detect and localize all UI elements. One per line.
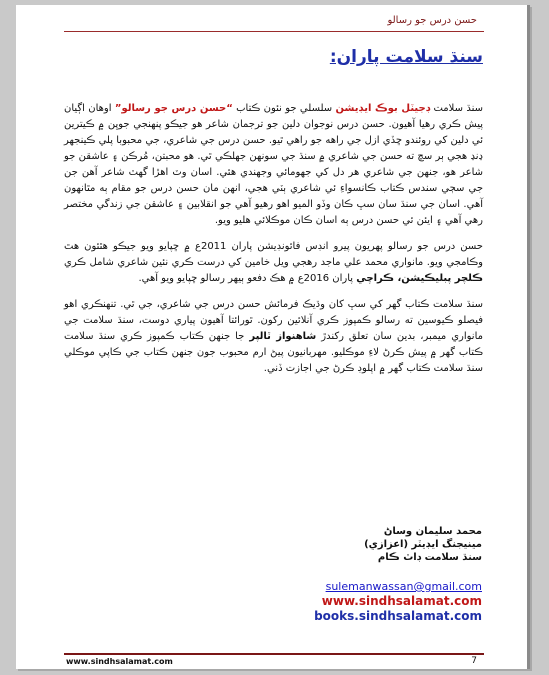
footer-rule <box>64 653 484 655</box>
intro-text-b: سلسلي جو نئون ڪتاب <box>236 103 333 114</box>
acknowledgement-text-b: جا جنهن ڪتاب ڪمپوز ڪري سنڌ سلامت ڪتاب گهر ۾ پيش ڪرڻ لاءِ موڪليو. مهربانيون پيڻ ارم محبوب جون جنهن ڪتاب جي ڪاپي موڪلي سنڌ سلامت ڪتاب گهر ۾ اپلوڊ ڪرڻ جي اجازت ڏني. <box>64 331 483 374</box>
intro-text-a: سنڌ سلامت <box>433 103 483 114</box>
signatory-role: مينيجنگ ايڊيٽر (اعزازي) <box>364 539 482 550</box>
document-page <box>16 5 530 669</box>
paragraph-intro <box>64 101 483 229</box>
page-title: سنڌ سلامت پاران: <box>329 47 483 67</box>
signatory-organization: سنڌ سلامت ڊاٽ ڪام <box>377 552 482 563</box>
body-text <box>64 101 483 387</box>
paragraph-publication <box>64 239 483 287</box>
publication-text-b: پاران 2016ع ۾ هڪ دفعو ٻيهر رسالو ڇپايو ويو آهي. <box>138 273 354 284</box>
intro-text-c: اوهان اڳيان پيش ڪري رهيا آهيون. حسن درس نوجوان دلين جو ترجمان شاعر هو جيڪو پنهنجي جوڀن ۾ ڪيترين ئي دلين کي روئندو ڇڏي ازل جي راهه جو راهي ٿيو. حسن درس جي شاعري، جي محبوبا پلي ڪينجهر ڍنڍ هجي ٻر سچ ته حسن جي شاعري ۾ سنڌ جي سونهن جهلڪي ٿي. هو محبتن، مُرڪن ۽ عاشقن جو شاعر هو، جنهن جي شاعري هر دل کي جهومائي وجهندي هئي. اسان وٽ اهڙا گهٽ شاعر آهن جن جي سڄي سندس ڪتاب ڪانسواءِ ئي شاعري ٻٽي هجي، انهن مان حسن درس جو مقام ٻه مٿانهون آهي. اسان جي سنڌ سان سڀ ڪان وڏو الميو اهو رهيو آهي جو انقلابين ۽ عاشقن جي زندگي مختصر رهي آهي ۽ ايئن ئي حسن درس ٻه اسان ڪان موڪلائي هليو ويو. <box>64 103 483 226</box>
contact-links <box>314 579 482 624</box>
digital-book-edition-highlight: ڊجيٽل بوڪ ايڊيشن <box>335 103 431 114</box>
acknowledgement-text-a: سنڌ سلامت ڪتاب گهر کي سڀ کان وڌيڪ فرمائش حسن درس جي شاعري، جي ٿي. تنهنڪري اهو فيصلو ڪيوسين ته رسالو ڪمپوز ڪري آنلائين رکون. ٿورائتا آهيون پياري دوست، سنڌ سلامت جي مانواري ميمبر، بدين سان تعلق رکندڙ <box>64 299 483 342</box>
signatory-name: محمد سليمان وساڻ <box>383 526 482 537</box>
publication-text-a: حسن درس جو رسالو پهريون پيرو انڊس فائونڊيشن پاران 2011ع ۾ ڇپايو ويو جيڪو هٿئون هٿ وڪامجي ويو. مانواري محمد علي ماجد رهجي ويل خامين کي درست ڪري نئين شاعري شامل ڪري <box>64 241 483 268</box>
page-number: 7 <box>471 656 477 666</box>
email-link[interactable]: sulemanwassan@gmail.com <box>325 580 482 593</box>
publisher-name: ڪلچر پبليڪيشن، ڪراچي <box>356 273 483 284</box>
header-rule <box>64 31 484 32</box>
footer-url: www.sindhsalamat.com <box>66 657 173 666</box>
book-title-highlight: “حسن درس جو رسالو” <box>114 103 233 114</box>
running-header: حسن درس جو رسالو <box>387 15 477 26</box>
website-link[interactable]: www.sindhsalamat.com <box>321 594 482 608</box>
books-site-link[interactable]: books.sindhsalamat.com <box>314 609 482 623</box>
signature-block <box>364 525 482 564</box>
paragraph-acknowledgement <box>64 297 483 377</box>
composer-name: شاهنواز ٽالپر <box>249 331 317 342</box>
